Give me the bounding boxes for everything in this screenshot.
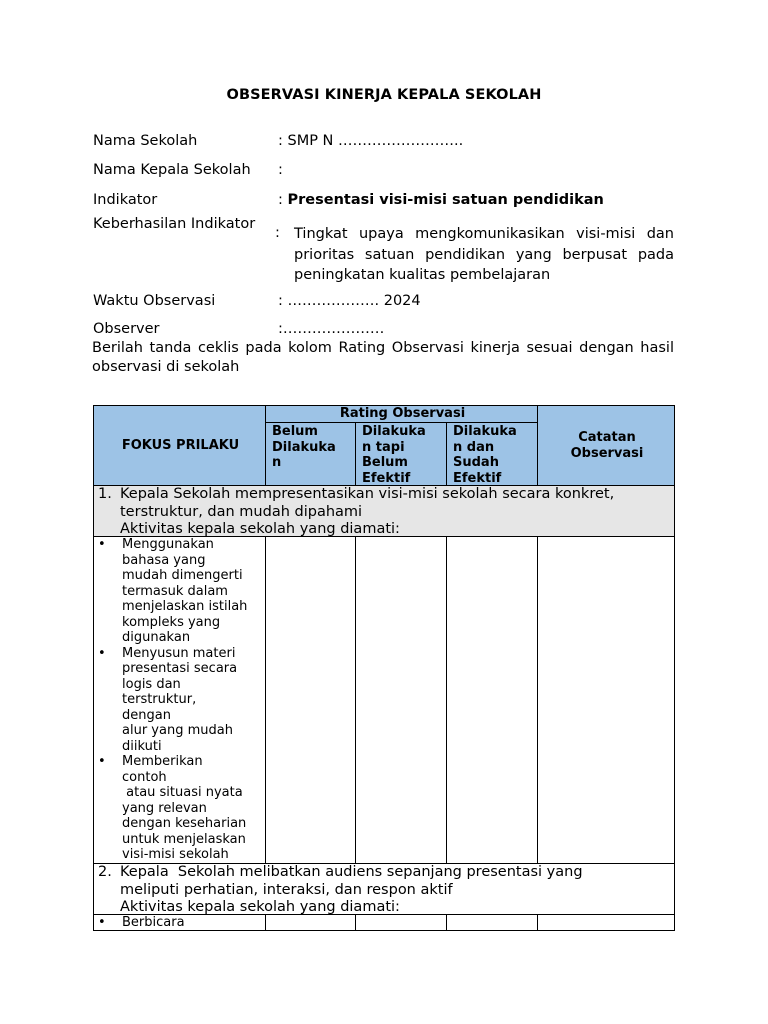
instruction-text: Berilah tanda ceklis pada kolom Rating Observasi kinerja sesuai dengan hasil observasi di sekolah: [92, 340, 674, 375]
bullet-line: dengan: [122, 707, 171, 723]
section2-line: meliputi perhatian, interaksi, dan respon aktif: [120, 881, 453, 898]
header-rating-label: Rating Observasi: [339, 406, 466, 421]
bullet-line: dengan keseharian: [122, 816, 247, 831]
observation-table: [93, 405, 675, 931]
header-catatan-label: [538, 430, 676, 461]
bullet-line: contoh: [122, 769, 167, 785]
indikator-colon: :: [278, 192, 283, 208]
section1-line: Kepala Sekolah mempresentasikan visi-misi sekolah secara konkret,: [120, 486, 615, 502]
section2-bullet-list: [96, 915, 264, 931]
section1-title: [120, 486, 672, 539]
section1-line: Aktivitas kepala sekolah yang diamati:: [120, 521, 400, 537]
section1-number: 1.: [98, 486, 112, 502]
header-belum-line: Belum: [272, 424, 318, 439]
bullet-line: untuk menjelaskan: [122, 831, 246, 847]
list-item: [96, 915, 264, 931]
bullet-line: diikuti: [122, 738, 162, 754]
indikator-value-row: [278, 192, 604, 208]
header-belum-cell: [265, 422, 356, 486]
nama-kepala-value: :: [278, 162, 283, 178]
bullet-line: yang relevan: [122, 800, 207, 816]
section1-catatan-cell[interactable]: [537, 536, 675, 864]
bullet-dot: •: [98, 754, 106, 769]
section1-bullet-list: [96, 537, 264, 863]
header-belum-line: Dilakuka: [272, 439, 336, 455]
keberhasilan-colon: :: [275, 225, 280, 241]
header-belum-label: [272, 424, 336, 471]
bullet-line: Memberikan: [122, 754, 203, 769]
observer-label: Observer: [93, 321, 160, 337]
header-rating-cell: [265, 405, 538, 423]
header-tapi-label: [362, 424, 426, 486]
bullet-line: Menyusun materi: [122, 645, 236, 661]
bullet-line: atau situasi nyata: [122, 785, 243, 800]
keberhasilan-value: Tingkat upaya mengkomunikasikan visi-misi dan prioritas satuan pendidikan yang berpusat pada peningkatan kualitas pembelajaran: [294, 226, 674, 283]
list-item: [96, 754, 264, 863]
indikator-label: Indikator: [93, 192, 158, 208]
nama-sekolah-label: Nama Sekolah: [93, 133, 198, 149]
section2-belum-cell[interactable]: [265, 914, 356, 931]
section2-catatan-cell[interactable]: [537, 914, 675, 931]
section2-fokus-cell: [93, 914, 266, 931]
section2-sudah-cell[interactable]: [446, 914, 538, 931]
bullet-line: kompleks yang: [122, 614, 221, 630]
bullet-line: alur yang mudah: [122, 723, 233, 738]
header-fokus-cell: [93, 405, 266, 486]
header-catatan-line: Observasi: [570, 445, 644, 461]
section2-title: [120, 864, 672, 917]
bullet-dot: •: [98, 537, 106, 552]
bullet-line: presentasi secara: [122, 661, 238, 676]
bullet-dot: •: [98, 915, 106, 930]
header-tapi-line: Belum: [362, 455, 408, 470]
bullet-line: termasuk dalam: [122, 583, 228, 599]
bullet-line: logis dan: [122, 676, 181, 692]
bullet-line: digunakan: [122, 630, 191, 645]
keberhasilan-label: Keberhasilan Indikator: [93, 216, 256, 232]
section1-row: [93, 485, 675, 537]
list-item: [96, 537, 264, 646]
nama-kepala-label: Nama Kepala Sekolah: [93, 162, 251, 178]
header-sudah-line: Dilakuka: [453, 424, 517, 439]
header-catatan-cell: [537, 405, 675, 486]
list-item: [96, 646, 264, 755]
header-fokus-label: FOKUS PRILAKU: [121, 438, 240, 453]
observer-value: :…………………: [278, 321, 385, 337]
section2-line: Aktivitas kepala sekolah yang diamati:: [120, 899, 400, 915]
section1-tapi-cell[interactable]: [355, 536, 447, 864]
header-tapi-line: Dilakuka: [362, 424, 426, 439]
section1-fokus-cell: [93, 536, 266, 864]
header-sudah-label: [453, 424, 517, 486]
header-sudah-line: n dan: [453, 439, 495, 455]
waktu-value: : ………………. 2024: [278, 293, 421, 309]
header-catatan-line: Catatan: [578, 430, 636, 445]
section1-sudah-cell[interactable]: [446, 536, 538, 864]
indikator-value: Presentasi visi-misi satuan pendidikan: [287, 192, 604, 208]
bullet-line: Menggunakan: [122, 537, 214, 552]
bullet-line: bahasa yang: [122, 552, 206, 568]
header-sudah-cell: [446, 422, 538, 486]
bullet-line: Berbicara: [122, 915, 185, 930]
section2-line: Kepala Sekolah melibatkan audiens sepanjang presentasi yang: [120, 864, 583, 880]
header-tapi-cell: [355, 422, 447, 486]
nama-sekolah-value: : SMP N ……………………..: [278, 133, 464, 149]
bullet-line: visi-misi sekolah: [122, 847, 229, 862]
bullet-line: mudah dimengerti: [122, 568, 243, 583]
bullet-line: menjelaskan istilah: [122, 599, 248, 614]
header-tapi-line: n tapi: [362, 439, 405, 455]
header-tapi-line: Efektif: [362, 470, 411, 486]
header-belum-line: n: [272, 455, 282, 470]
section2-row: [93, 863, 675, 915]
bullet-line: terstruktur,: [122, 692, 197, 707]
bullet-dot: •: [98, 645, 106, 661]
header-sudah-line: Efektif: [453, 470, 502, 486]
header-sudah-line: Sudah: [453, 455, 499, 470]
section2-tapi-cell[interactable]: [355, 914, 447, 931]
section1-belum-cell[interactable]: [265, 536, 356, 864]
section1-line: terstruktur, dan mudah dipahami: [120, 503, 363, 520]
waktu-label: Waktu Observasi: [93, 293, 216, 309]
section2-number: 2.: [98, 864, 112, 880]
page-title: OBSERVASI KINERJA KEPALA SEKOLAH: [226, 87, 542, 103]
